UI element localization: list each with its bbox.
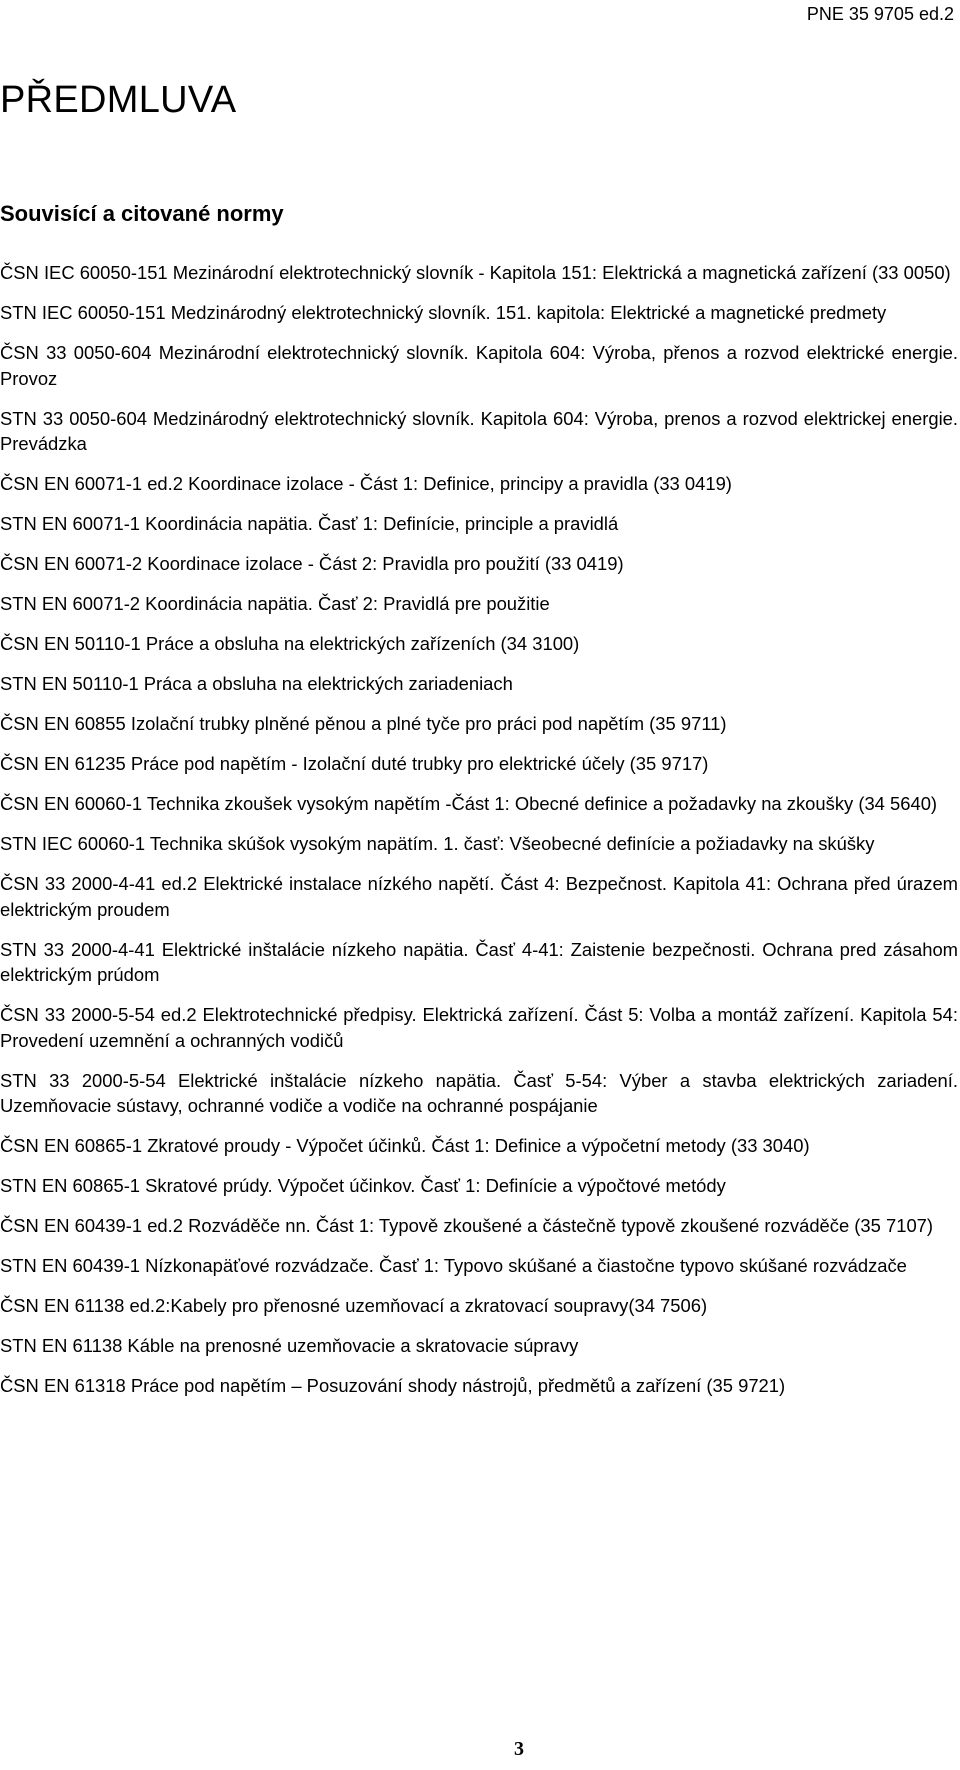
reference-item: STN IEC 60060-1 Technika skúšok vysokým napätím. 1. časť: Všeobecné definície a požiadavky na skúšky xyxy=(0,833,875,854)
reference-item: STN EN 60865-1 Skratové prúdy. Výpočet účinkov. Časť 1: Definície a výpočtové metódy xyxy=(0,1175,726,1196)
reference-item: STN EN 60071-1 Koordinácia napätia. Časť 1: Definície, principle a pravidlá xyxy=(0,513,619,534)
reference-item: ČSN EN 61318 Práce pod napětím – Posuzování shody nástrojů, předmětů a zařízení (35 9721) xyxy=(0,1375,786,1396)
page-number: 3 xyxy=(514,1738,524,1760)
reference-item: STN 33 2000-5-54 Elektrické inštalácie nízkeho napätia. Časť 5-54: Výber a stavba elektrických zariadení. Uzemňovacie sústavy, ochranné vodiče a vodiče na ochranné pospájanie xyxy=(0,1069,958,1116)
reference-item: ČSN EN 50110-1 Práce a obsluha na elektrických zařízeních (34 3100) xyxy=(0,633,580,654)
reference-item: ČSN EN 60060-1 Technika zkoušek vysokým napětím -Část 1: Obecné definice a požadavky na zkoušky (34 5640) xyxy=(0,793,938,814)
reference-item: ČSN EN 60855 Izolační trubky plněné pěnou a plné tyče pro práci pod napětím (35 9711) xyxy=(0,713,727,734)
standards-reference-list xyxy=(0,260,958,1413)
reference-item: STN EN 61138 Káble na prenosné uzemňovacie a skratovacie súpravy xyxy=(0,1335,579,1356)
reference-item: ČSN 33 2000-5-54 ed.2 Elektrotechnické předpisy. Elektrická zařízení. Část 5: Volba a montáž zařízení. Kapitola 54: Provedení uzemnění a ochranných vodičů xyxy=(0,1004,958,1051)
reference-item: STN 33 0050-604 Medzinárodný elektrotechnický slovník. Kapitola 604: Výroba, prenos a rozvod elektrickej energie. Prevádzka xyxy=(0,407,958,454)
reference-item: ČSN EN 61138 ed.2:Kabely pro přenosné uzemňovací a zkratovací soupravy(34 7506) xyxy=(0,1295,708,1316)
reference-item: ČSN EN 61235 Práce pod napětím - Izolační duté trubky pro elektrické účely (35 9717) xyxy=(0,753,709,774)
reference-item: ČSN IEC 60050-151 Mezinárodní elektrotechnický slovník - Kapitola 151: Elektrická a magnetická zařízení (33 0050) xyxy=(0,262,951,283)
reference-item: ČSN EN 60439-1 ed.2 Rozváděče nn. Část 1: Typově zkoušené a částečně typově zkoušené rozváděče (35 7107) xyxy=(0,1215,934,1236)
page-title: PŘEDMLUVA xyxy=(0,79,237,121)
reference-item: ČSN EN 60071-2 Koordinace izolace - Část 2: Pravidla pro použití (33 0419) xyxy=(0,553,624,574)
reference-item: ČSN EN 60865-1 Zkratové proudy - Výpočet účinků. Část 1: Definice a výpočetní metody (33 3040) xyxy=(0,1135,810,1156)
document-code: PNE 35 9705 ed.2 xyxy=(806,4,954,24)
section-heading: Souvisící a citované normy xyxy=(0,201,284,226)
reference-item: STN EN 60071-2 Koordinácia napätia. Časť 2: Pravidlá pre použitie xyxy=(0,593,550,614)
reference-item: ČSN 33 2000-4-41 ed.2 Elektrické instalace nízkého napětí. Část 4: Bezpečnost. Kapitola 41: Ochrana před úrazem elektrickým proudem xyxy=(0,873,958,920)
reference-item: STN EN 60439-1 Nízkonapäťové rozvádzače. Časť 1: Typovo skúšané a čiastočne typovo skúšané rozvádzače xyxy=(0,1255,907,1276)
reference-item: ČSN 33 0050-604 Mezinárodní elektrotechnický slovník. Kapitola 604: Výroba, přenos a rozvod elektrické energie. Provoz xyxy=(0,342,958,389)
reference-item: STN EN 50110-1 Práca a obsluha na elektrických zariadeniach xyxy=(0,673,513,694)
reference-item: STN IEC 60050-151 Medzinárodný elektrotechnický slovník. 151. kapitola: Elektrické a magnetické predmety xyxy=(0,302,887,323)
reference-item: STN 33 2000-4-41 Elektrické inštalácie nízkeho napätia. Časť 4-41: Zaistenie bezpečnosti. Ochrana pred zásahom elektrickým prúdom xyxy=(0,938,958,985)
reference-item: ČSN EN 60071-1 ed.2 Koordinace izolace - Část 1: Definice, principy a pravidla (33 0419) xyxy=(0,473,732,494)
